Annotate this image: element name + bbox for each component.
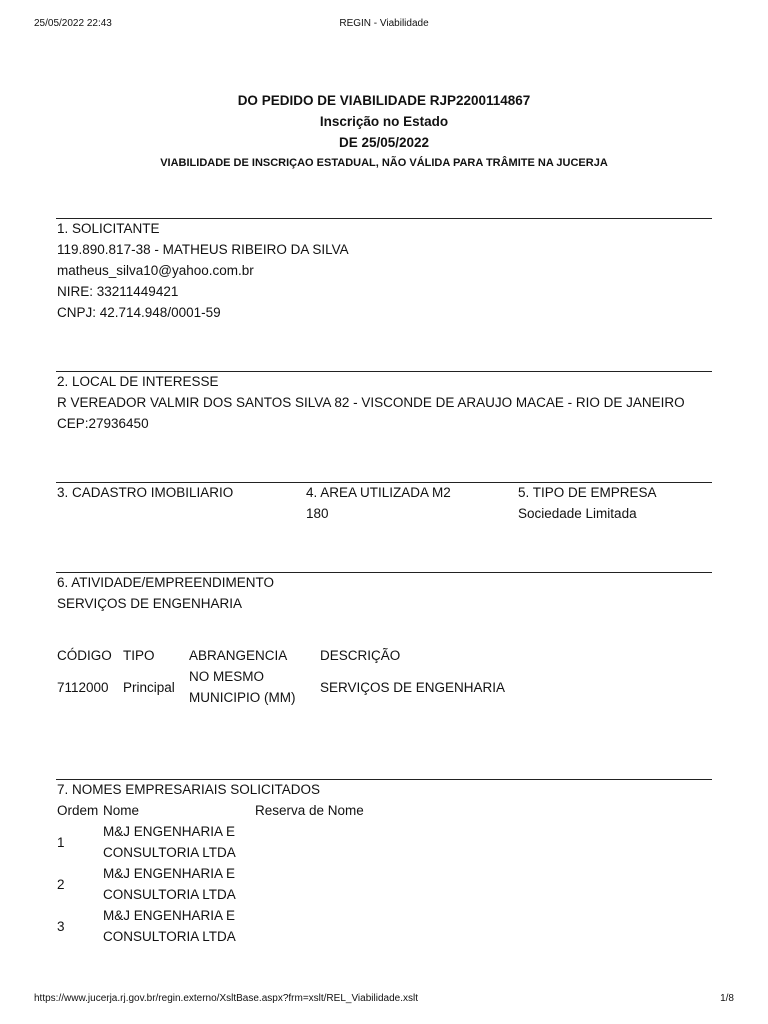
- print-url: https://www.jucerja.rj.gov.br/regin.externo/XsltBase.aspx?frm=xslt/REL_Viabilidade.xslt: [34, 993, 418, 1004]
- section-area-heading: 4. AREA UTILIZADA M2: [306, 485, 451, 500]
- nomes-header-ordem: Ordem: [57, 803, 99, 818]
- document-subtitle-inscricao: Inscrição no Estado: [319, 114, 449, 129]
- nomes-header-reserva: Reserva de Nome: [255, 803, 364, 818]
- nome-line2: CONSULTORIA LTDA: [103, 887, 236, 902]
- nome-line1: M&J ENGENHARIA E: [103, 908, 236, 923]
- section-local-heading: 2. LOCAL DE INTERESSE: [57, 374, 219, 389]
- table-header-tipo: TIPO: [123, 648, 155, 663]
- print-header: [34, 18, 734, 32]
- atividade-descricao: SERVIÇOS DE ENGENHARIA: [57, 596, 243, 611]
- row-descricao: SERVIÇOS DE ENGENHARIA: [320, 680, 506, 695]
- document-title: DO PEDIDO DE VIABILIDADE RJP2200114867: [237, 93, 531, 108]
- section-tipo-empresa-heading: 5. TIPO DE EMPRESA: [518, 485, 657, 500]
- solicitante-nire: NIRE: 33211449421: [57, 284, 179, 299]
- print-title: REGIN - Viabilidade: [339, 18, 429, 29]
- table-header-descricao: DESCRIÇÃO: [320, 648, 401, 663]
- row-tipo: Principal: [123, 680, 175, 695]
- section-atividade-heading: 6. ATIVIDADE/EMPREENDIMENTO: [57, 575, 275, 590]
- document-title-block: [0, 90, 768, 173]
- nome-ordem: 3: [57, 919, 65, 934]
- section-cadastro-heading: 3. CADASTRO IMOBILIARIO: [57, 485, 234, 500]
- table-header-codigo: CÓDIGO: [57, 648, 112, 663]
- area-value: 180: [306, 506, 329, 521]
- section-nomes-heading: 7. NOMES EMPRESARIAIS SOLICITADOS: [57, 782, 321, 797]
- nome-line2: CONSULTORIA LTDA: [103, 845, 236, 860]
- nome-ordem: 2: [57, 877, 65, 892]
- row-codigo: 7112000: [57, 680, 109, 695]
- nome-ordem: 1: [57, 835, 65, 850]
- document-date: DE 25/05/2022: [338, 135, 430, 150]
- print-date: 25/05/2022 22:43: [34, 18, 112, 29]
- solicitante-cpf-nome: 119.890.817-38 - MATHEUS RIBEIRO DA SILVA: [57, 242, 349, 257]
- solicitante-email: matheus_silva10@yahoo.com.br: [57, 263, 254, 278]
- row-abrangencia-line2: MUNICIPIO (MM): [189, 690, 296, 705]
- print-page-number: 1/8: [720, 993, 734, 1004]
- local-endereco: R VEREADOR VALMIR DOS SANTOS SILVA 82 - VISCONDE DE ARAUJO MACAE - RIO DE JANEIRO: [57, 395, 685, 410]
- local-cep: CEP:27936450: [57, 416, 149, 431]
- row-abrangencia-line1: NO MESMO: [189, 669, 265, 684]
- nome-line1: M&J ENGENHARIA E: [103, 866, 236, 881]
- print-footer: [34, 993, 734, 1007]
- table-header-abrangencia: ABRANGENCIA: [189, 648, 288, 663]
- nome-line2: CONSULTORIA LTDA: [103, 929, 236, 944]
- solicitante-cnpj: CNPJ: 42.714.948/0001-59: [57, 305, 221, 320]
- section-solicitante-heading: 1. SOLICITANTE: [57, 221, 160, 236]
- nomes-header-nome: Nome: [103, 803, 140, 818]
- document-notice: VIABILIDADE DE INSCRIÇAO ESTADUAL, NÃO VÁLIDA PARA TRÂMITE NA JUCERJA: [160, 157, 608, 169]
- tipo-empresa-value: Sociedade Limitada: [518, 506, 637, 521]
- nome-line1: M&J ENGENHARIA E: [103, 824, 236, 839]
